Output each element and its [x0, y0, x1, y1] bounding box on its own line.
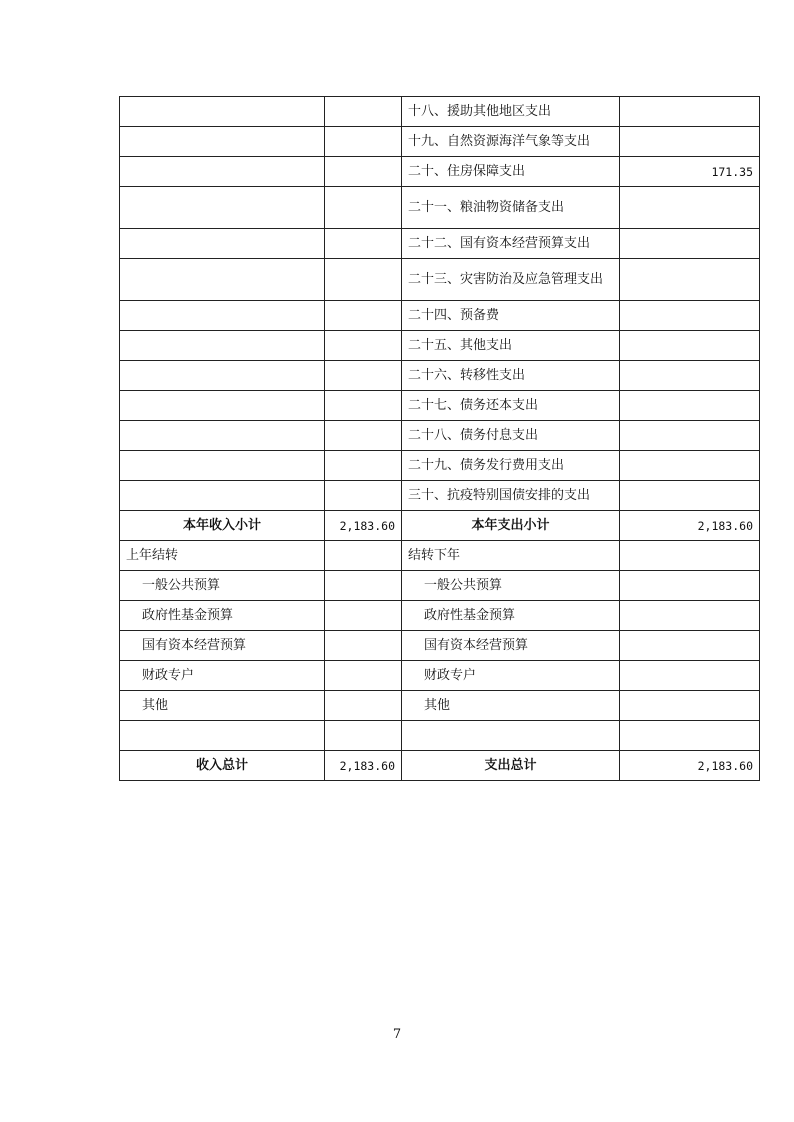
expense-item-cell: 二十三、灾害防治及应急管理支出 [402, 259, 620, 301]
income-subtotal-value: 2,183.60 [325, 511, 402, 541]
table-row [120, 229, 760, 259]
income-amount-cell [325, 541, 402, 571]
income-amount-cell [325, 661, 402, 691]
income-item-cell [120, 721, 325, 751]
expense-amount-cell [620, 661, 760, 691]
expense-item-cell: 二十九、债务发行费用支出 [402, 451, 620, 481]
income-amount-cell [325, 97, 402, 127]
page-number: 7 [392, 1027, 402, 1042]
expense-amount-cell: 171.35 [620, 157, 760, 187]
expense-item-cell: 二十、住房保障支出 [402, 157, 620, 187]
table-row [120, 157, 760, 187]
expense-subtotal-value: 2,183.60 [620, 511, 760, 541]
carry-in-item: 财政专户 [120, 661, 325, 691]
carry-in-item: 其他 [120, 691, 325, 721]
income-item-cell [120, 421, 325, 451]
expense-amount-cell [620, 721, 760, 751]
income-item-cell [120, 481, 325, 511]
expense-amount-cell [620, 571, 760, 601]
table-row [120, 127, 760, 157]
income-amount-cell [325, 631, 402, 661]
expense-item-cell [402, 721, 620, 751]
income-amount-cell [325, 691, 402, 721]
expense-item-cell: 三十、抗疫特别国债安排的支出 [402, 481, 620, 511]
expense-item-cell: 二十一、粮油物资储备支出 [402, 187, 620, 229]
carry-forward-out-label: 结转下年 [402, 541, 620, 571]
income-amount-cell [325, 391, 402, 421]
table-row [120, 187, 760, 229]
income-amount-cell [325, 229, 402, 259]
income-total-value: 2,183.60 [325, 751, 402, 781]
expense-amount-cell [620, 187, 760, 229]
income-amount-cell [325, 421, 402, 451]
table-row [120, 361, 760, 391]
expense-subtotal-label: 本年支出小计 [402, 511, 620, 541]
income-amount-cell [325, 127, 402, 157]
table-row [120, 331, 760, 361]
carry-item-row [120, 601, 760, 631]
expense-item-cell: 二十七、债务还本支出 [402, 391, 620, 421]
expense-item-cell: 二十八、债务付息支出 [402, 421, 620, 451]
carry-in-item: 国有资本经营预算 [120, 631, 325, 661]
expense-amount-cell [620, 601, 760, 631]
subtotal-row [120, 511, 760, 541]
expense-amount-cell [620, 331, 760, 361]
table-row [120, 481, 760, 511]
carry-in-item: 政府性基金预算 [120, 601, 325, 631]
income-item-cell [120, 391, 325, 421]
carry-item-row [120, 631, 760, 661]
carry-forward-in-label: 上年结转 [120, 541, 325, 571]
expense-item-cell: 二十二、国有资本经营预算支出 [402, 229, 620, 259]
carry-header-row [120, 541, 760, 571]
expense-item-cell: 十八、援助其他地区支出 [402, 97, 620, 127]
expense-total-value: 2,183.60 [620, 751, 760, 781]
income-total-label: 收入总计 [120, 751, 325, 781]
income-item-cell [120, 127, 325, 157]
income-amount-cell [325, 481, 402, 511]
expense-amount-cell [620, 301, 760, 331]
expense-amount-cell [620, 259, 760, 301]
expense-amount-cell [620, 229, 760, 259]
expense-item-cell: 十九、自然资源海洋气象等支出 [402, 127, 620, 157]
carry-out-item: 财政专户 [402, 661, 620, 691]
expense-amount-cell [620, 481, 760, 511]
income-item-cell [120, 229, 325, 259]
income-item-cell [120, 97, 325, 127]
budget-table [119, 96, 760, 781]
total-row [120, 751, 760, 781]
carry-in-item: 一般公共预算 [120, 571, 325, 601]
income-item-cell [120, 157, 325, 187]
expense-amount-cell [620, 97, 760, 127]
expense-amount-cell [620, 391, 760, 421]
expense-item-cell: 二十五、其他支出 [402, 331, 620, 361]
expense-amount-cell [620, 361, 760, 391]
carry-item-row [120, 691, 760, 721]
expense-amount-cell [620, 127, 760, 157]
expense-amount-cell [620, 451, 760, 481]
income-item-cell [120, 301, 325, 331]
table-row [120, 97, 760, 127]
carry-out-item: 国有资本经营预算 [402, 631, 620, 661]
income-item-cell [120, 187, 325, 229]
income-amount-cell [325, 187, 402, 229]
income-subtotal-label: 本年收入小计 [120, 511, 325, 541]
expense-amount-cell [620, 421, 760, 451]
expense-item-cell: 二十四、预备费 [402, 301, 620, 331]
carry-out-item: 一般公共预算 [402, 571, 620, 601]
blank-row [120, 721, 760, 751]
table-row [120, 259, 760, 301]
income-amount-cell [325, 601, 402, 631]
income-amount-cell [325, 451, 402, 481]
expense-amount-cell [620, 541, 760, 571]
expense-amount-cell [620, 691, 760, 721]
table-row [120, 451, 760, 481]
table-row [120, 421, 760, 451]
income-amount-cell [325, 361, 402, 391]
income-item-cell [120, 451, 325, 481]
income-item-cell [120, 361, 325, 391]
income-amount-cell [325, 157, 402, 187]
income-amount-cell [325, 571, 402, 601]
income-amount-cell [325, 259, 402, 301]
income-amount-cell [325, 301, 402, 331]
carry-out-item: 其他 [402, 691, 620, 721]
table-row [120, 301, 760, 331]
carry-out-item: 政府性基金预算 [402, 601, 620, 631]
expense-item-cell: 二十六、转移性支出 [402, 361, 620, 391]
expense-amount-cell [620, 631, 760, 661]
expense-total-label: 支出总计 [402, 751, 620, 781]
income-amount-cell [325, 721, 402, 751]
carry-item-row [120, 661, 760, 691]
carry-item-row [120, 571, 760, 601]
income-item-cell [120, 259, 325, 301]
table-row [120, 391, 760, 421]
income-item-cell [120, 331, 325, 361]
income-amount-cell [325, 331, 402, 361]
